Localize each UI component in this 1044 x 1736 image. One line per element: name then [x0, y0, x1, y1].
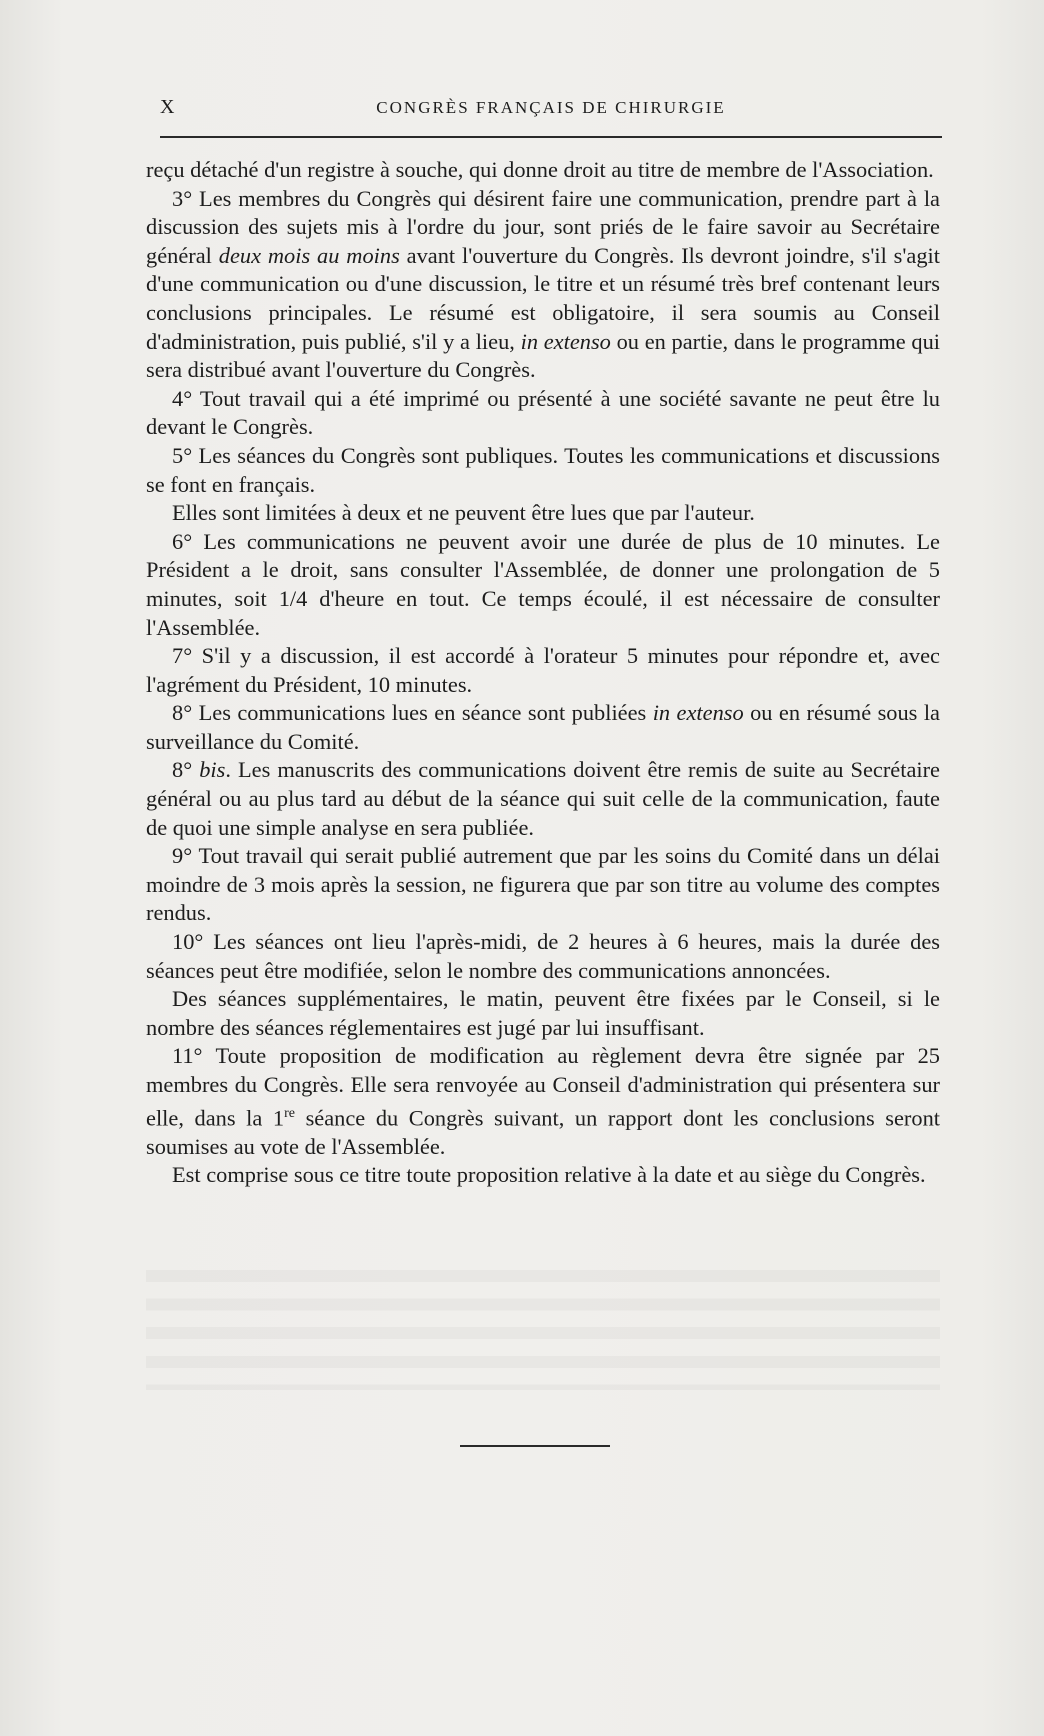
text-run: ou en partie, dans le programme qui sera distribué avant l'ouverture du Congrès.	[146, 328, 941, 383]
header-rule	[160, 136, 942, 138]
text-run: . Les manuscrits des communications doivent être remis de suite au Secrétaire général ou au plus tard au début de la séance qui suit celle de la communication, faute de quoi une simple analyse en sera publiée.	[146, 757, 940, 840]
paragraph-article-11	[146, 1042, 940, 1161]
text-run: avant l'ouverture du Congrès. Ils devront joindre, s'il s'agit d'une communication ou d'une discussion, le titre et un résumé très bref contenant leurs conclusions principales. Le résumé est obligatoire, il sera soumis au Conseil d'administration, puis publié, s'il y a lieu,	[146, 242, 940, 354]
italic-run: bis	[199, 757, 226, 783]
closing-rule	[460, 1445, 610, 1447]
paragraph-article-11-continued: Est comprise sous ce titre toute proposition relative à la date et au siège du Congrès.	[172, 1162, 926, 1188]
running-title: CONGRÈS FRANÇAIS DE CHIRURGIE	[376, 98, 726, 117]
paragraph-article-7: 7° S'il y a discussion, il est accordé à l'orateur 5 minutes pour répondre et, avec l'agrément du Président, 10 minutes.	[146, 643, 940, 697]
paragraph-article-10-continued: Des séances supplémentaires, le matin, peuvent être fixées par le Conseil, si le nombre des séances réglementaires est jugé par lui insuffisant.	[146, 986, 940, 1040]
page-number: X	[160, 96, 176, 118]
paragraph-article-10: 10° Les séances ont lieu l'après-midi, de 2 heures à 6 heures, mais la durée des séances peut être modifiée, selon le nombre des communications annoncées.	[146, 929, 940, 983]
text-run: séance du Congrès suivant, un rapport dont les conclusions seront soumises au vote de l'Assemblée.	[146, 1105, 941, 1159]
paragraph-article-6: 6° Les communications ne peuvent avoir une durée de plus de 10 minutes. Le Président a le droit, sans consulter l'Assemblée, de donner une prolongation de 5 minutes, soit 1/4 d'heure en tout. Ce temps écoulé, il est nécessaire de consulter l'Assemblée.	[146, 528, 940, 640]
paragraph-article-9: 9° Tout travail qui serait publié autrement que par les soins du Comité dans un délai moindre de 3 mois après la session, ne figurera que par son titre au volume des comptes rendus.	[146, 843, 940, 926]
paragraph-article-5-continued: Elles sont limitées à deux et ne peuvent être lues que par l'auteur.	[172, 500, 755, 526]
text-run: 11° Toute proposition de modification au règlement devra être signée par 25 membres du Congrès. Elle sera renvoyée au Conseil d'administration qui présentera sur elle, dans la 1	[146, 1043, 940, 1131]
superscript: re	[284, 1105, 295, 1121]
paragraph-article-8-bis	[146, 756, 940, 842]
paragraph-article-8	[146, 699, 940, 756]
italic-run: deux mois au moins	[218, 242, 400, 268]
text-run: 8° Les communications lues en séance sont publiées	[172, 700, 653, 726]
body-text	[146, 156, 940, 1190]
text-run: 8°	[172, 757, 200, 783]
italic-run: in extenso	[520, 328, 611, 354]
text-run: 3° Les membres du Congrès qui désirent faire une communication, prendre part à la discussion des sujets mis à l'ordre du jour, sont priés de le faire savoir au Secrétaire général	[146, 185, 940, 268]
show-through-texture	[146, 1270, 940, 1390]
italic-run: in extenso	[652, 700, 744, 726]
paragraph-article-3	[146, 185, 940, 385]
paragraph-continuation: reçu détaché d'un registre à souche, qui donne droit au titre de membre de l'Association.	[146, 157, 934, 182]
text-run: ou en résumé sous la surveillance du Comité.	[146, 700, 940, 754]
paragraph-article-4: 4° Tout travail qui a été imprimé ou présenté à une société savante ne peut être lu devant le Congrès.	[146, 385, 940, 440]
paragraph-article-5: 5° Les séances du Congrès sont publiques. Toutes les communications et discussions se font en français.	[146, 442, 940, 497]
page-header	[160, 96, 942, 122]
